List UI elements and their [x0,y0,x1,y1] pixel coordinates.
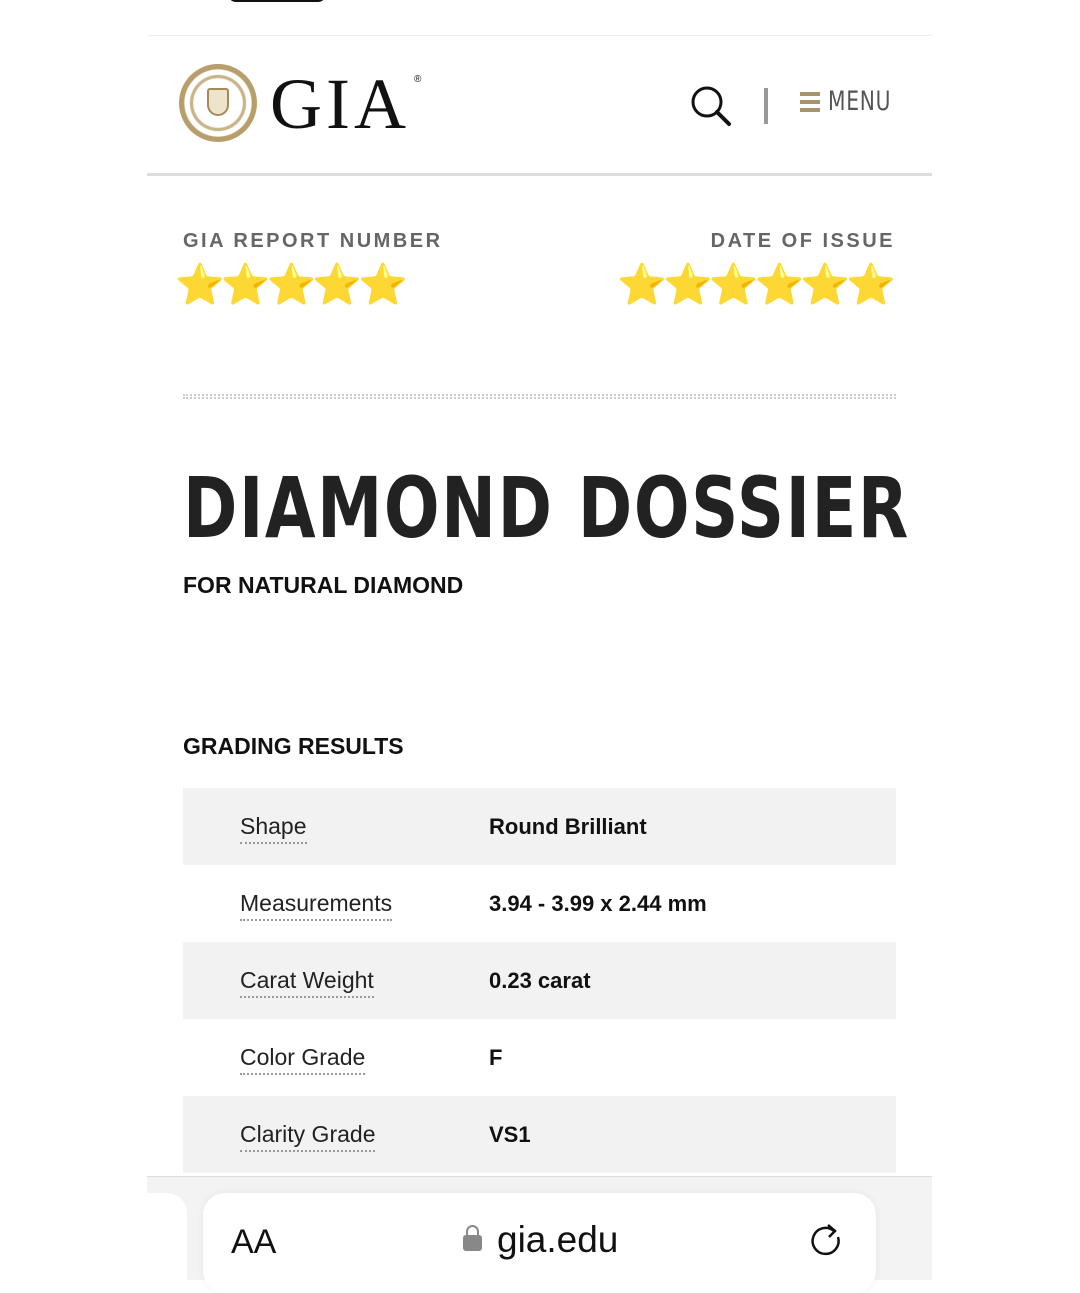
gia-logo[interactable]: GIA [270,64,410,144]
table-row [183,942,896,1019]
text-size-button[interactable]: AA [231,1223,277,1261]
page-title: DIAMOND DOSSIER [183,459,910,557]
brand[interactable] [270,64,421,144]
section-heading: GRADING RESULTS [183,733,404,759]
row-value: 3.94 - 3.99 x 2.44 mm [489,890,707,916]
registered-mark: ® [413,74,422,85]
hamburger-icon [800,92,820,112]
header-divider [764,88,768,124]
menu-label: MENU [828,86,892,117]
previous-tab[interactable] [147,1193,187,1293]
table-row [183,788,896,865]
table-row [183,1019,896,1096]
row-label[interactable]: Shape [240,813,307,844]
row-value: 0.23 carat [489,967,591,993]
row-value: F [489,1044,503,1070]
table-row [183,865,896,942]
row-label[interactable]: Clarity Grade [240,1121,375,1152]
url-text[interactable]: gia.edu [497,1219,619,1260]
date-of-issue-redacted: ⭐⭐⭐⭐⭐⭐ [617,263,892,307]
address-bar[interactable] [203,1193,876,1293]
site-header [147,36,932,176]
page-subtitle: FOR NATURAL DIAMOND [183,572,464,598]
browser-toolbar [147,1176,932,1280]
row-label[interactable]: Color Grade [240,1044,365,1075]
report-number-label: GIA REPORT NUMBER [183,230,443,252]
date-of-issue-label: DATE OF ISSUE [710,230,895,252]
row-value: Round Brilliant [489,813,647,839]
row-label[interactable]: Measurements [240,890,392,921]
lock-icon [463,1235,482,1251]
table-row [183,1096,896,1173]
gia-seal-logo [179,64,257,142]
row-label[interactable]: Carat Weight [240,967,374,998]
reload-icon[interactable] [808,1221,848,1261]
report-number-redacted: ⭐⭐⭐⭐⭐ [175,263,405,307]
row-value: VS1 [489,1121,531,1147]
dotted-divider [183,394,896,399]
menu-button[interactable] [800,86,912,117]
search-icon[interactable] [689,84,733,128]
device-notch [228,0,326,2]
grading-results-table [183,788,896,1173]
